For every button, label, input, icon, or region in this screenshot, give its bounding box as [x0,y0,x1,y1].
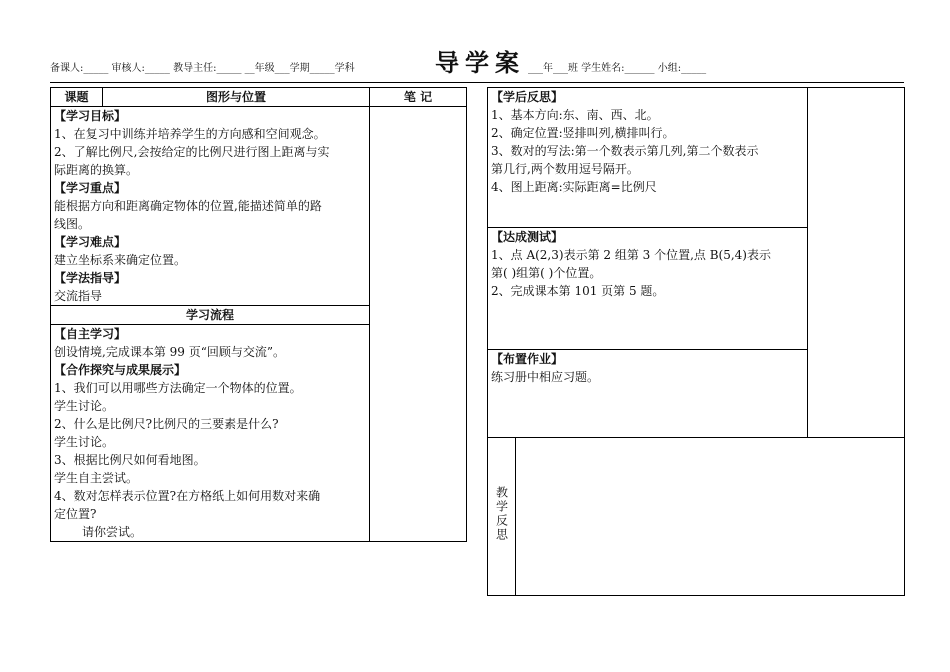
difficulty-text: 建立坐标系来确定位置。 [54,253,187,267]
self-study-title: 【自主学习】 [54,327,127,341]
right-table [487,87,905,596]
teaching-reflection-area [516,438,905,596]
page-title: 导学案 [435,49,525,77]
test-line: 第( )组第( )个位置。 [491,266,602,280]
homework-text: 练习册中相应习题。 [491,370,600,384]
reflect-line: 2、确定位置:竖排叫列,横排叫行。 [491,126,675,140]
topic-value: 图形与位置 [103,88,370,107]
coop-line: 学生讨论。 [54,399,115,413]
difficulty-title: 【学习难点】 [54,235,127,249]
method-title: 【学法指导】 [54,271,127,285]
coop-line: 学生自主尝试。 [54,471,139,485]
objectives-cell [51,107,370,306]
coop-line: 4、数对怎样表示位置?在方格纸上如何用数对来确 [54,489,321,503]
process-cell [51,325,370,542]
goals-title: 【学习目标】 [54,109,127,123]
test-line: 1、点 A(2,3)表示第 2 组第 3 个位置,点 B(5,4)表示 [491,248,771,262]
reflect-line: 4、图上距离:实际距离=比例尺 [491,180,657,194]
key-line: 能根据方向和距离确定物体的位置,能描述简单的路 [54,199,322,213]
homework-title: 【布置作业】 [491,352,564,366]
self-study-text: 创设情境,完成课本第 99 页“回顾与交流”。 [54,345,285,359]
left-table [50,87,467,542]
notes-label: 笔 记 [370,88,467,107]
test-cell [488,228,808,350]
coop-line: 1、我们可以用哪些方法确定一个物体的位置。 [54,381,302,395]
teaching-reflection-label: 教学反思 [494,486,509,542]
method-text: 交流指导 [54,289,103,303]
goal-line: 际距离的换算。 [54,163,139,177]
goal-line: 2、了解比例尺,会按给定的比例尺进行图上距离与实 [54,145,330,159]
header-rule [50,82,904,83]
reflect-line: 3、数对的写法:第一个数表示第几列,第二个数表示 [491,144,759,158]
coop-line: 2、什么是比例尺?比例尺的三要素是什么? [54,417,279,431]
coop-line: 定位置? [54,507,97,521]
reflect-line: 第几行,两个数用逗号隔开。 [491,162,639,176]
process-title: 学习流程 [51,306,370,325]
notes-column [370,107,467,542]
student-info-fields: ___年___班 学生姓名:______ 小组:_____ [528,63,707,74]
reflect-title: 【学后反思】 [491,90,564,104]
prepared-by-fields: 备课人:_____ 审核人:_____ 教导主任:_____ __年级___学期_____学科 [50,63,355,74]
teaching-reflection-label-cell [488,438,516,596]
coop-line: 3、根据比例尺如何看地图。 [54,453,206,467]
coop-line: 学生讨论。 [54,435,115,449]
goal-line: 1、在复习中训练并培养学生的方向感和空间观念。 [54,127,326,141]
key-line: 线图。 [54,217,91,231]
notes-column-right [808,88,905,438]
key-title: 【学习重点】 [54,181,127,195]
test-line: 2、完成课本第 101 页第 5 题。 [491,284,665,298]
reflection-cell [488,88,808,228]
homework-cell [488,350,808,438]
coop-line: 请你尝试。 [82,525,143,539]
coop-title: 【合作探究与成果展示】 [54,363,187,377]
header-line [50,46,920,80]
test-title: 【达成测试】 [491,230,564,244]
topic-label: 课题 [51,88,103,107]
reflect-line: 1、基本方向:东、南、西、北。 [491,108,659,122]
